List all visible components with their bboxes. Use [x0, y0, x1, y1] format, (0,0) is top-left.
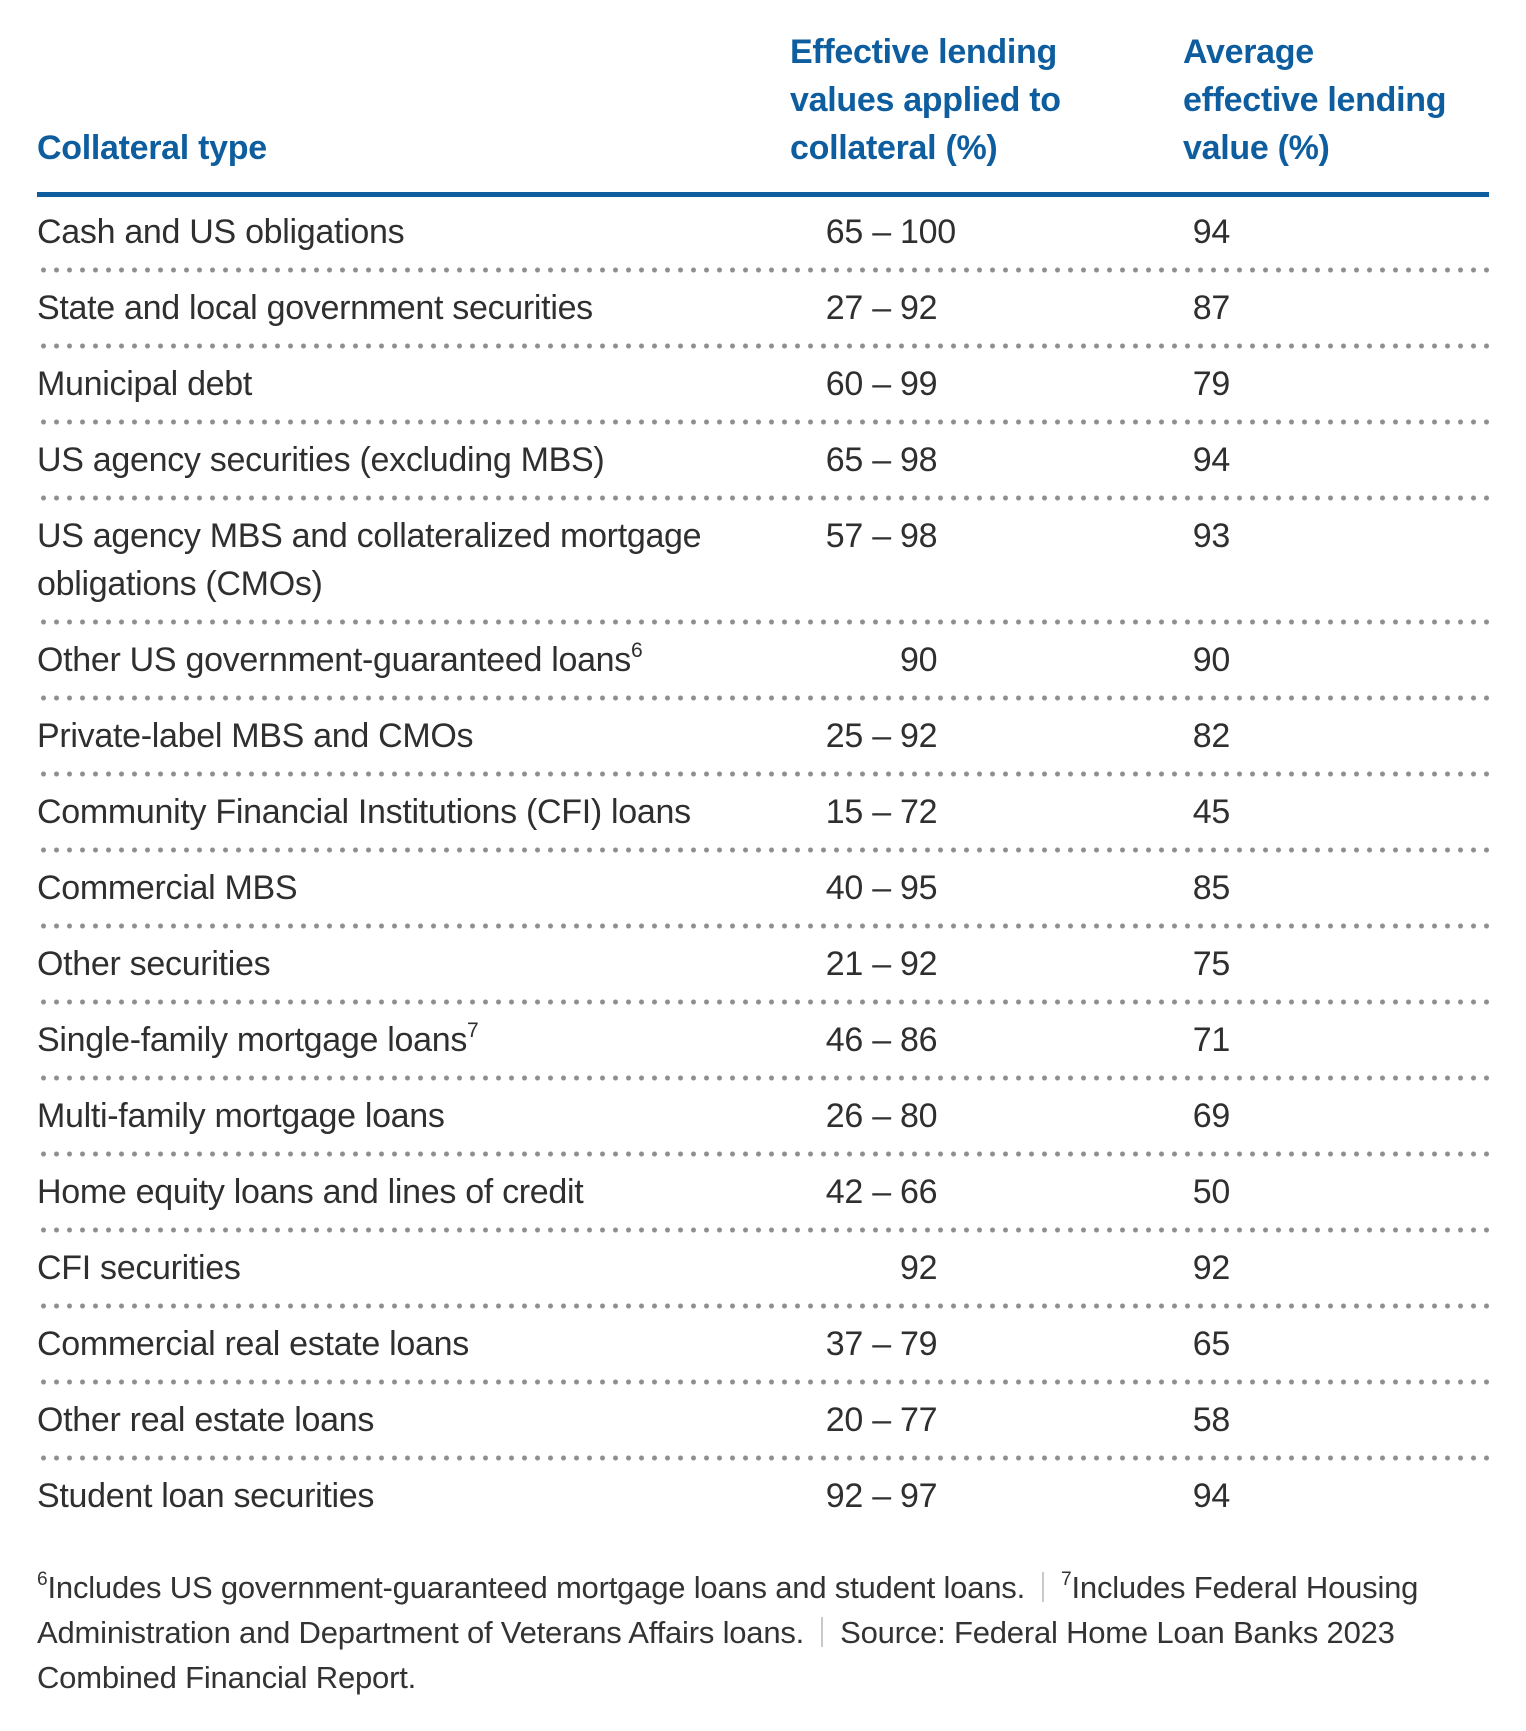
range-dash: –: [872, 1401, 891, 1439]
row-spacer: [1230, 1396, 1489, 1444]
row-label: Student loan securities: [37, 1477, 375, 1515]
row-label: Other US government-guaranteed loans$^6$: [37, 638, 643, 679]
row-label: US agency MBS and collateralized mortgage obligations (CMOs): [37, 517, 702, 603]
row-spacer: [1230, 1320, 1489, 1368]
table-row: [37, 1005, 1489, 1075]
column-header-line: value (%): [1183, 129, 1330, 167]
footnote-segment: $^7$Includes Federal Housing Administration and Department of Veterans Affairs loans.: [37, 1568, 1419, 1650]
collateral-table: [37, 0, 1489, 1700]
row-label: Commercial MBS: [37, 869, 298, 907]
table-row: [37, 1385, 1489, 1455]
range-dash: –: [872, 213, 891, 251]
range-dash: –: [872, 793, 891, 831]
average-value: 58: [1192, 1401, 1230, 1439]
table-row: [37, 1309, 1489, 1379]
range-high-value: 92: [900, 717, 938, 755]
column-header-line: collateral (%): [790, 129, 998, 167]
range-low-value: 40: [825, 869, 863, 907]
range-dash: –: [872, 945, 891, 983]
row-spacer: [1230, 1472, 1489, 1520]
range-dash: –: [872, 1021, 891, 1059]
row-label: Other securities: [37, 945, 271, 983]
range-dash: –: [872, 1097, 891, 1135]
footnote: [37, 1565, 1489, 1700]
average-value: 75: [1192, 945, 1230, 983]
range-high-value: 97: [900, 1477, 938, 1515]
row-label: Cash and US obligations: [37, 213, 405, 251]
range-dash: –: [872, 365, 891, 403]
table-row: [37, 625, 1489, 695]
column-header-effective-lending-values: [790, 28, 1183, 172]
range-high-value: 79: [900, 1325, 938, 1363]
average-value: 71: [1192, 1021, 1230, 1059]
average-value: 69: [1192, 1097, 1230, 1135]
column-header-collateral-type: Collateral type: [37, 129, 267, 167]
range-high-value: 72: [900, 793, 938, 831]
range-low-value: 57: [825, 517, 863, 555]
range-high-value: 77: [900, 1401, 938, 1439]
table-row: [37, 777, 1489, 847]
average-value: 94: [1192, 213, 1230, 251]
row-spacer: [1230, 1168, 1489, 1216]
range-low-value: 20: [825, 1401, 863, 1439]
range-high-value: 92: [900, 945, 938, 983]
row-spacer: [1230, 436, 1489, 484]
range-high-value: 92: [900, 1249, 938, 1287]
range-low-value: 27: [825, 289, 863, 327]
average-value: 65: [1192, 1325, 1230, 1363]
average-value: 45: [1192, 793, 1230, 831]
range-high-value: 99: [900, 365, 938, 403]
range-high-value: 98: [900, 441, 938, 479]
range-low-value: 46: [825, 1021, 863, 1059]
range-dash: –: [872, 289, 891, 327]
footnote-marker: 6: [631, 638, 643, 662]
row-spacer: [1230, 1092, 1489, 1140]
row-spacer: [1230, 788, 1489, 836]
range-high-value: 98: [900, 517, 938, 555]
average-value: 82: [1192, 717, 1230, 755]
row-spacer: [1230, 512, 1489, 608]
table-row: [37, 929, 1489, 999]
row-label: Commercial real estate loans: [37, 1325, 469, 1363]
row-label: Home equity loans and lines of credit: [37, 1173, 584, 1211]
table-row: [37, 273, 1489, 343]
range-low-value: 92: [825, 1477, 863, 1515]
average-value: 94: [1192, 1477, 1230, 1515]
row-label: Community Financial Institutions (CFI) loans: [37, 793, 691, 831]
range-low-value: 60: [825, 365, 863, 403]
column-header-line: effective lending: [1183, 81, 1447, 119]
column-header-average-effective-lending-value: [1183, 28, 1489, 172]
range-low-value: 21: [825, 945, 863, 983]
range-dash: –: [872, 717, 891, 755]
range-dash: –: [872, 869, 891, 907]
row-label: CFI securities: [37, 1249, 241, 1287]
range-dash: –: [872, 1325, 891, 1363]
row-spacer: [1230, 1016, 1489, 1064]
average-value: 85: [1192, 869, 1230, 907]
table-row: [37, 701, 1489, 771]
table-row: [37, 1081, 1489, 1151]
range-low-value: [800, 1244, 863, 1292]
footnote-marker: 7: [467, 1018, 479, 1042]
column-header-line: Average: [1183, 33, 1314, 71]
range-low-value: 42: [825, 1173, 863, 1211]
row-label: State and local government securities: [37, 289, 593, 327]
average-value: 50: [1192, 1173, 1230, 1211]
row-spacer: [1230, 360, 1489, 408]
range-high-value: 100: [900, 213, 956, 251]
row-label: Private-label MBS and CMOs: [37, 717, 474, 755]
row-label: Municipal debt: [37, 365, 253, 403]
range-dash: [863, 636, 900, 684]
row-label: Multi-family mortgage loans: [37, 1097, 445, 1135]
range-low-value: 15: [825, 793, 863, 831]
table-row: [37, 501, 1489, 619]
table-row: [37, 349, 1489, 419]
footnote-marker: 6: [37, 1568, 48, 1590]
table-row: [37, 1461, 1489, 1531]
footnote-segment: $^6$Includes US government-guaranteed mortgage loans and student loans.: [37, 1568, 1025, 1605]
range-dash: –: [872, 1477, 891, 1515]
table-header: [37, 0, 1489, 172]
average-value: 90: [1192, 641, 1230, 679]
average-value: 87: [1192, 289, 1230, 327]
row-spacer: [1230, 208, 1489, 256]
table-row: [37, 197, 1489, 267]
range-low-value: 37: [825, 1325, 863, 1363]
footnote-divider: [821, 1617, 823, 1647]
average-value: 94: [1192, 441, 1230, 479]
row-spacer: [1230, 940, 1489, 988]
row-spacer: [1230, 864, 1489, 912]
range-dash: –: [872, 517, 891, 555]
range-high-value: 90: [900, 641, 938, 679]
column-header-line: values applied to: [790, 81, 1061, 119]
range-low-value: [800, 636, 863, 684]
table-row: [37, 853, 1489, 923]
average-value: 92: [1192, 1249, 1230, 1287]
table-row: [37, 1233, 1489, 1303]
range-low-value: 65: [825, 213, 863, 251]
footnote-divider: [1042, 1572, 1044, 1602]
row-spacer: [1230, 284, 1489, 332]
row-spacer: [1230, 1244, 1489, 1292]
table-row: [37, 1157, 1489, 1227]
average-value: 79: [1192, 365, 1230, 403]
range-dash: [863, 1244, 900, 1292]
range-dash: –: [872, 441, 891, 479]
range-low-value: 65: [825, 441, 863, 479]
average-value: 93: [1192, 517, 1230, 555]
row-spacer: [1230, 712, 1489, 760]
range-high-value: 86: [900, 1021, 938, 1059]
range-high-value: 66: [900, 1173, 938, 1211]
row-label: Other real estate loans: [37, 1401, 375, 1439]
column-header-line: Effective lending: [790, 33, 1057, 71]
range-low-value: 26: [825, 1097, 863, 1135]
range-low-value: 25: [825, 717, 863, 755]
range-high-value: 95: [900, 869, 938, 907]
range-high-value: 92: [900, 289, 938, 327]
row-label: US agency securities (excluding MBS): [37, 441, 605, 479]
row-spacer: [1230, 636, 1489, 684]
table-row: [37, 425, 1489, 495]
table-body: [37, 197, 1489, 1531]
range-high-value: 80: [900, 1097, 938, 1135]
row-label: Single-family mortgage loans$^7$: [37, 1018, 479, 1059]
range-dash: –: [872, 1173, 891, 1211]
footnote-marker: 7: [1061, 1568, 1072, 1590]
footnote-segment: Source: Federal Home Loan Banks 2023 Combined Financial Report.: [37, 1615, 1395, 1695]
